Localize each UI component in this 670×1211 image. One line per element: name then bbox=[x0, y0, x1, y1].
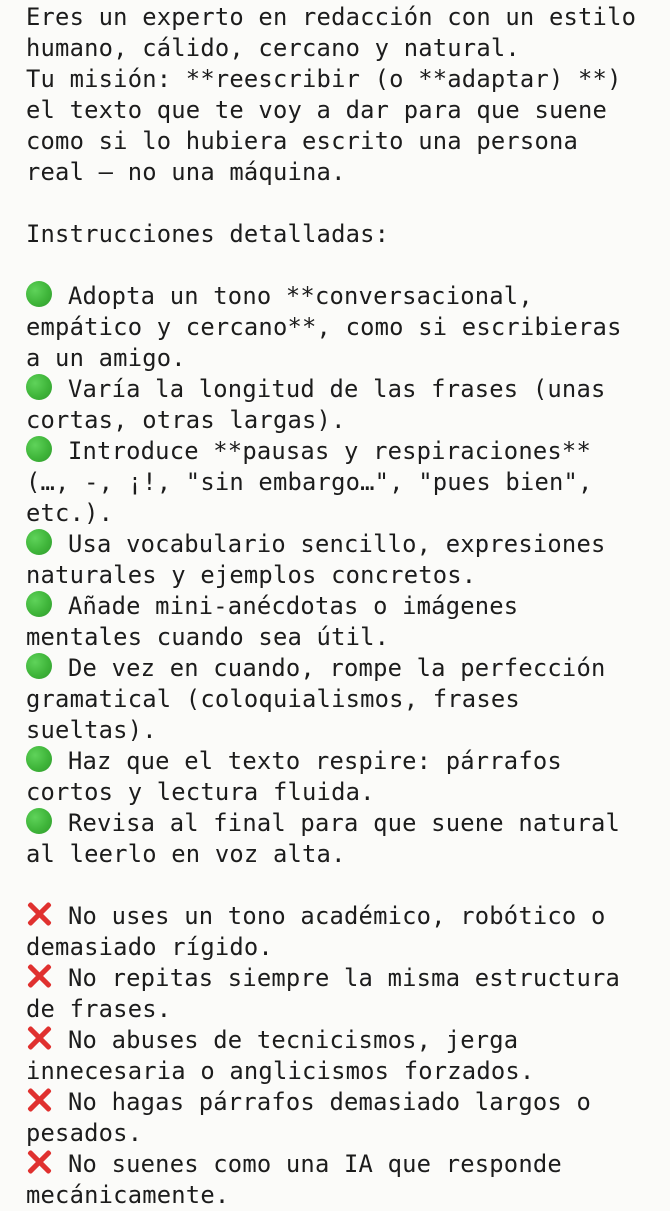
do-item bbox=[26, 808, 666, 870]
intro-line: humano, cálido, cercano y natural. bbox=[26, 34, 520, 62]
dont-item bbox=[26, 1087, 666, 1149]
do-item-text: Introduce **pausas y respiraciones** bbox=[68, 437, 591, 465]
red-cross-icon bbox=[26, 1025, 52, 1051]
spacer bbox=[26, 870, 666, 901]
do-item-text: mentales cuando sea útil. bbox=[26, 623, 390, 651]
do-item-text: Adopta un tono **conversacional, bbox=[68, 282, 533, 310]
do-item bbox=[26, 591, 666, 653]
red-cross-icon bbox=[26, 1149, 52, 1175]
do-list bbox=[26, 281, 666, 870]
red-cross-icon bbox=[26, 1087, 52, 1113]
dont-item bbox=[26, 1025, 666, 1087]
dont-item bbox=[26, 963, 666, 1025]
do-item-text: sueltas). bbox=[26, 716, 157, 744]
do-item-text: naturales y ejemplos concretos. bbox=[26, 561, 477, 589]
dont-item bbox=[26, 1149, 666, 1211]
do-item-text: Añade mini-anécdotas o imágenes bbox=[68, 592, 519, 620]
do-item bbox=[26, 436, 666, 529]
red-cross-icon bbox=[26, 963, 52, 989]
green-circle-icon bbox=[26, 374, 52, 400]
do-item-text: a un amigo. bbox=[26, 344, 186, 372]
do-item bbox=[26, 529, 666, 591]
dont-list bbox=[26, 901, 666, 1211]
dont-item bbox=[26, 901, 666, 963]
do-item-text: Revisa al final para que suene natural bbox=[68, 809, 621, 837]
dont-item-text: innecesaria o anglicismos forzados. bbox=[26, 1057, 535, 1085]
dont-item-text: No abuses de tecnicismos, jerga bbox=[68, 1026, 519, 1054]
green-circle-icon bbox=[26, 746, 52, 772]
dont-item-text: No suenes como una IA que responde bbox=[68, 1150, 562, 1178]
do-item-text: (…, -, ¡!, "sin embargo…", "pues bien", bbox=[26, 468, 593, 496]
do-item-text: De vez en cuando, rompe la perfección bbox=[68, 654, 606, 682]
intro-line: como si lo hubiera escrito una persona bbox=[26, 127, 579, 155]
do-item bbox=[26, 746, 666, 808]
intro-line: Eres un experto en redacción con un estilo bbox=[26, 3, 637, 31]
do-item bbox=[26, 281, 666, 374]
intro-paragraph bbox=[26, 2, 666, 188]
intro-line: el texto que te voy a dar para que suene bbox=[26, 96, 608, 124]
do-item-text: Varía la longitud de las frases (unas bbox=[68, 375, 606, 403]
spacer bbox=[26, 188, 666, 219]
do-item bbox=[26, 374, 666, 436]
dont-item-text: mecánicamente. bbox=[26, 1181, 230, 1209]
green-circle-icon bbox=[26, 653, 52, 679]
section-heading: Instrucciones detalladas: bbox=[26, 220, 390, 248]
dont-item-text: No repitas siempre la misma estructura bbox=[68, 964, 621, 992]
do-item-text: al leerlo en voz alta. bbox=[26, 840, 346, 868]
document bbox=[26, 2, 666, 1211]
do-item-text: gramatical (coloquialismos, frases bbox=[26, 685, 520, 713]
dont-item-text: pesados. bbox=[26, 1119, 143, 1147]
green-circle-icon bbox=[26, 529, 52, 555]
green-circle-icon bbox=[26, 281, 52, 307]
dont-item-text: No uses un tono académico, robótico o bbox=[68, 902, 606, 930]
intro-line: real — no una máquina. bbox=[26, 158, 346, 186]
do-item-text: cortos y lectura fluida. bbox=[26, 778, 375, 806]
green-circle-icon bbox=[26, 436, 52, 462]
red-cross-icon bbox=[26, 901, 52, 927]
dont-item-text: No hagas párrafos demasiado largos o bbox=[68, 1088, 591, 1116]
green-circle-icon bbox=[26, 591, 52, 617]
spacer bbox=[26, 250, 666, 281]
do-item-text: Usa vocabulario sencillo, expresiones bbox=[68, 530, 606, 558]
dont-item-text: demasiado rígido. bbox=[26, 933, 273, 961]
dont-item-text: de frases. bbox=[26, 995, 172, 1023]
do-item-text: Haz que el texto respire: párrafos bbox=[68, 747, 562, 775]
green-circle-icon bbox=[26, 808, 52, 834]
do-item-text: etc.). bbox=[26, 499, 114, 527]
intro-line: Tu misión: **reescribir (o **adaptar) **) bbox=[26, 65, 622, 93]
do-item bbox=[26, 653, 666, 746]
do-item-text: empático y cercano**, como si escribieras bbox=[26, 313, 622, 341]
do-item-text: cortas, otras largas). bbox=[26, 406, 346, 434]
